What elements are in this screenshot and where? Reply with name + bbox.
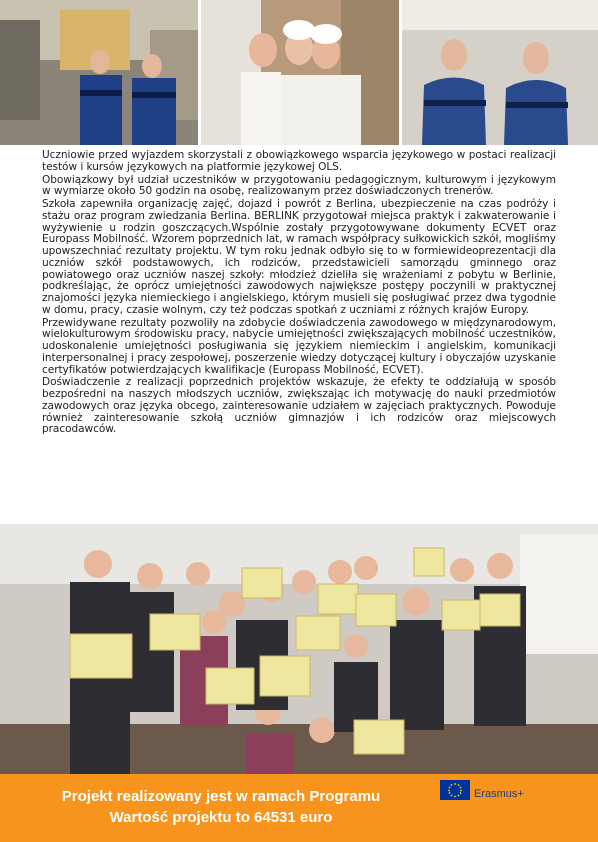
- paragraph-experience: Doświadczenie z realizacji poprzednich projektów wskazuje, że efekty te oddziałują w sposób bezpośredni na naszych młodszych uczniów, zwiększając ich motywację do nauki przedmiotów zawodowych oraz języka obcego, zainteresowanie udziałem w zajęciach praktycznych. Powoduje również zainteresowanie szkołą uczniów gimnazjów i ich rodziców oraz miejscowych pracodawców.: [42, 376, 556, 436]
- photo-students-workshop: [402, 0, 598, 145]
- paragraph-language-support: Uczniowie przed wyjazdem skorzystali z obowiązkowego wsparcia językowego w postaci realizacji testów i kursów językowych na platformie językowej OLS.: [42, 149, 556, 173]
- paragraph-preparation: Obowiązkowy był udział uczestników w przygotowaniu pedagogicznym, kulturowym i językowym w wymiarze około 50 godzin na osobę, realizowanym przez doświadczonych trenerów.: [42, 173, 556, 198]
- eu-flag-icon: [440, 780, 470, 800]
- paragraph-results: Przewidywane rezultaty pozwoliły na zdobycie doświadczenia zawodowego w międzynarodowym, wielokulturowym środowisku pracy, nabycie umiejętności zwiększających mobilność uczestników, udoskonalenie umiejętności posługiwania się językiem niemieckim i angielskim, komunikacji interpersonalnej i pracy zespołowej, poszerzenie wiedzy dotyczącej kultury i obyczajów uzyskanie certyfikatów potwierdzających kwalifikacje (Europass Mobilność, ECVET).: [42, 316, 556, 376]
- photo-group-certificates: [0, 524, 598, 782]
- footer-banner: [0, 774, 598, 842]
- footer-program-line: Projekt realizowany jest w ramach Programu: [61, 788, 381, 805]
- photo-students-kitchen: [201, 0, 399, 145]
- photo-students-outdoor: [0, 0, 198, 145]
- footer-value-line: Wartość projektu to 64531 euro: [109, 809, 333, 826]
- paragraph-organization: Szkoła zapewniła organizację zajęć, dojazd i powrót z Berlina, ubezpieczenie na czas podróży i stażu oraz program zwiedzania Berlina. BERLINK przygotował miejsca praktyk i zakwaterowanie i wyżywienie u rodzin goszczących.Wspólnie zostały przygotowywane dokumenty ECVET oraz Europass Mobilność. Wzorem poprzednich lat, w ramach współpracy sułkowickich szkół, mogliśmy upowszechniać rezultaty projektu. W tym roku jednak odbyło się to w formiewideoprezentacji dla uczniów szkół podstawowych, ich rodziców, przedstawicieli samorządu gminnego oraz powiatowego oraz uczniów naszej szkoły: młodzież dzieliła się wrażeniami z pobytu w Berlinie, podkreślając, że oprócz umiejętności zawodowych największe postępy poczynili w praktycznej znajomości języka niemieckiego i angielskiego, którym musieli się posługiwać przez dwa tygodnie w domu, pracy, czasie wolnym, czy też podczas spotkań z uczniami z różnych krajów Europy.: [42, 198, 556, 316]
- article-body: [42, 150, 556, 437]
- erasmus-logo-text: Erasmus+: [474, 788, 524, 800]
